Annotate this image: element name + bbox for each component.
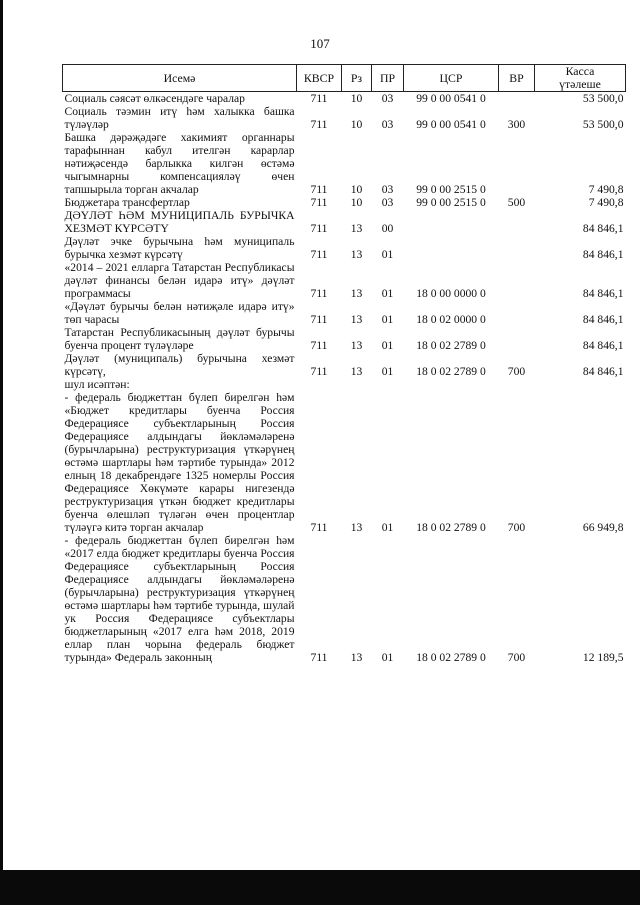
cell-pr: 03	[381, 196, 394, 209]
header-kassa	[535, 65, 626, 92]
cell-name: Дәүләт (муниципаль) бурычына хезмәт күрсәтү,	[64, 352, 295, 378]
table-row	[63, 209, 626, 235]
cell-pr: 01	[381, 313, 394, 326]
cell-kvsr: 711	[310, 287, 328, 300]
scan-edge-bottom	[0, 870, 640, 905]
cell-kvsr: 711	[310, 365, 328, 378]
cell-vr	[499, 326, 535, 352]
cell-amount: 7 490,8	[588, 196, 624, 209]
table-row	[63, 131, 626, 196]
cell-pr: 01	[381, 339, 394, 352]
cell-pr: 01	[381, 521, 394, 534]
cell-rz	[342, 378, 372, 391]
cell-name: Социаль тәэмин итү һәм халыкка башка түләүләр	[64, 105, 295, 131]
cell-name: Бюджетара трансфертлар	[64, 196, 190, 209]
cell-kvsr: 711	[310, 521, 328, 534]
cell-rz: 13	[350, 287, 363, 300]
scan-edge-left	[0, 0, 3, 905]
cell-csr: 18 0 02 0000 0	[416, 313, 486, 326]
cell-rz: 10	[350, 196, 363, 209]
table-row	[63, 261, 626, 300]
cell-kvsr: 711	[310, 92, 328, 105]
cell-kvsr: 711	[310, 248, 328, 261]
cell-rz: 13	[350, 222, 363, 235]
cell-pr	[372, 378, 404, 391]
cell-csr: 99 0 00 2515 0	[416, 183, 486, 196]
cell-csr: 18 0 02 2789 0	[416, 339, 486, 352]
table-row	[63, 378, 626, 391]
table-row	[63, 534, 626, 664]
cell-kvsr: 711	[310, 651, 328, 664]
cell-name: «Дәүләт бурычы белән нәтиҗәле идарә итү» төп чарасы	[64, 300, 295, 326]
cell-name: Татарстан Республикасының дәүләт бурычы буенча процент түләүләре	[64, 326, 295, 352]
cell-amount: 66 949,8	[582, 521, 624, 534]
cell-kvsr	[297, 378, 342, 391]
table-row	[63, 300, 626, 326]
table-row	[63, 235, 626, 261]
cell-vr	[499, 300, 535, 326]
cell-rz: 10	[350, 183, 363, 196]
cell-rz: 13	[350, 248, 363, 261]
cell-amount: 12 189,5	[582, 651, 624, 664]
cell-kvsr: 711	[310, 339, 328, 352]
header-pr: ПР	[372, 65, 404, 92]
cell-name: - федераль бюджеттан бүлеп бирелгән һәм «2017 елда бюджет кредитлары буенча Россия Федерациясе субъектларының Россия Федерациясе алдындагы йөкләмәләренә (бурычларына) реструктуризация үткәрүнең өстәмә шартлары һәм тәртибе турында, шулай ук Россия Федерациясе субъектлары бюджетларының «2017 елга һәм 2018, 2019 еллар план чорына федераль бюджет турында» Федераль законның	[64, 534, 295, 664]
table-row	[63, 352, 626, 378]
cell-pr: 01	[381, 248, 394, 261]
cell-name: Дәүләт эчке бурычына һәм муниципаль бурычка хезмәт күрсәтү	[64, 235, 295, 261]
cell-vr	[499, 235, 535, 261]
header-kvsr: КВСР	[297, 65, 342, 92]
cell-vr: 700	[507, 365, 526, 378]
cell-rz: 13	[350, 651, 363, 664]
cell-kvsr: 711	[310, 196, 328, 209]
cell-amount	[535, 378, 626, 391]
cell-vr: 300	[507, 118, 526, 131]
header-name: Исемә	[63, 65, 297, 92]
cell-pr: 03	[381, 183, 394, 196]
cell-pr: 01	[381, 287, 394, 300]
cell-amount: 84 846,1	[582, 339, 624, 352]
cell-kvsr: 711	[310, 313, 328, 326]
table-row	[63, 196, 626, 209]
cell-vr	[499, 92, 535, 106]
cell-csr	[404, 378, 499, 391]
cell-amount: 84 846,1	[582, 313, 624, 326]
cell-name: - федераль бюджеттан бүлеп бирелгән һәм «Бюджет кредитлары буенча Россия Федерациясе субъектларының Россия Федерациясе алдындагы йөкләмәләренә (бурычларына) реструктуризация үткәрүнең өстәмә шартлары һәм тәртибе турында» 2012 елның 18 декабрендәге 1325 номерлы Россия Федерациясе Хөкүмәте карары нигезендә реструктуризация үткән бюджет кредитлары буенча өлешләп түләгән өчен процентлар түләүгә китә торган акчалар	[64, 391, 295, 534]
cell-csr: 99 0 00 0541 0	[416, 118, 486, 131]
cell-kvsr: 711	[310, 222, 328, 235]
cell-csr: 18 0 02 2789 0	[416, 651, 486, 664]
cell-amount: 53 500,0	[582, 92, 624, 105]
cell-rz: 10	[350, 118, 363, 131]
cell-kvsr: 711	[310, 118, 328, 131]
cell-pr: 00	[381, 222, 394, 235]
cell-csr: 99 0 00 0541 0	[416, 92, 486, 105]
cell-vr	[499, 261, 535, 300]
cell-name: ДӘҮЛӘТ ҺӘМ МУНИЦИПАЛЬ БУРЫЧКА ХЕЗМӘТ КҮРСӘТҮ	[64, 209, 295, 235]
cell-pr: 03	[381, 118, 394, 131]
cell-vr	[499, 378, 535, 391]
cell-csr: 18 0 02 2789 0	[416, 521, 486, 534]
table-row	[63, 92, 626, 106]
header-rz: Рз	[342, 65, 372, 92]
cell-pr: 01	[381, 365, 394, 378]
cell-vr: 500	[507, 196, 526, 209]
cell-amount: 84 846,1	[582, 248, 624, 261]
cell-amount: 7 490,8	[588, 183, 624, 196]
cell-rz: 13	[350, 521, 363, 534]
table-row	[63, 105, 626, 131]
cell-rz: 13	[350, 365, 363, 378]
cell-amount: 84 846,1	[582, 222, 624, 235]
cell-vr: 700	[507, 521, 526, 534]
table-row	[63, 326, 626, 352]
cell-csr	[404, 235, 499, 261]
cell-rz: 10	[350, 92, 363, 105]
cell-rz: 13	[350, 339, 363, 352]
cell-vr: 700	[507, 651, 526, 664]
cell-name: шул исәптән:	[64, 378, 130, 391]
cell-amount: 84 846,1	[582, 365, 624, 378]
cell-name: Социаль сәясәт өлкәсендәге чаралар	[64, 92, 245, 105]
cell-csr: 18 0 00 0000 0	[416, 287, 486, 300]
header-csr: ЦСР	[404, 65, 499, 92]
cell-csr	[404, 209, 499, 235]
cell-rz: 13	[350, 313, 363, 326]
cell-pr: 01	[381, 651, 394, 664]
cell-amount: 84 846,1	[582, 287, 624, 300]
cell-name: Башка дәрәҗәдәге хакимият органнары тарафыннан кабул ителгән карарлар нәтиҗәсендә барлыкка килгән өстәмә чыгымнарны компенсацияләү өчен тапшырыла торган акчалар	[64, 131, 295, 196]
page-number: 107	[310, 36, 330, 51]
cell-vr	[499, 131, 535, 196]
cell-vr	[499, 209, 535, 235]
header-kassa-line1: Касса	[565, 64, 595, 78]
header-kassa-line2: үтәлеше	[559, 77, 601, 91]
cell-csr: 18 0 02 2789 0	[416, 365, 486, 378]
cell-kvsr: 711	[310, 183, 328, 196]
cell-name: «2014 – 2021 елларга Татарстан Республикасы дәүләт финансы белән идарә итү» дәүләт программасы	[64, 261, 295, 300]
cell-csr: 99 0 00 2515 0	[416, 196, 486, 209]
table-header	[63, 65, 626, 92]
cell-pr: 03	[381, 92, 394, 105]
header-vr: ВР	[499, 65, 535, 92]
table-row	[63, 391, 626, 534]
budget-table	[62, 64, 626, 664]
cell-amount: 53 500,0	[582, 118, 624, 131]
